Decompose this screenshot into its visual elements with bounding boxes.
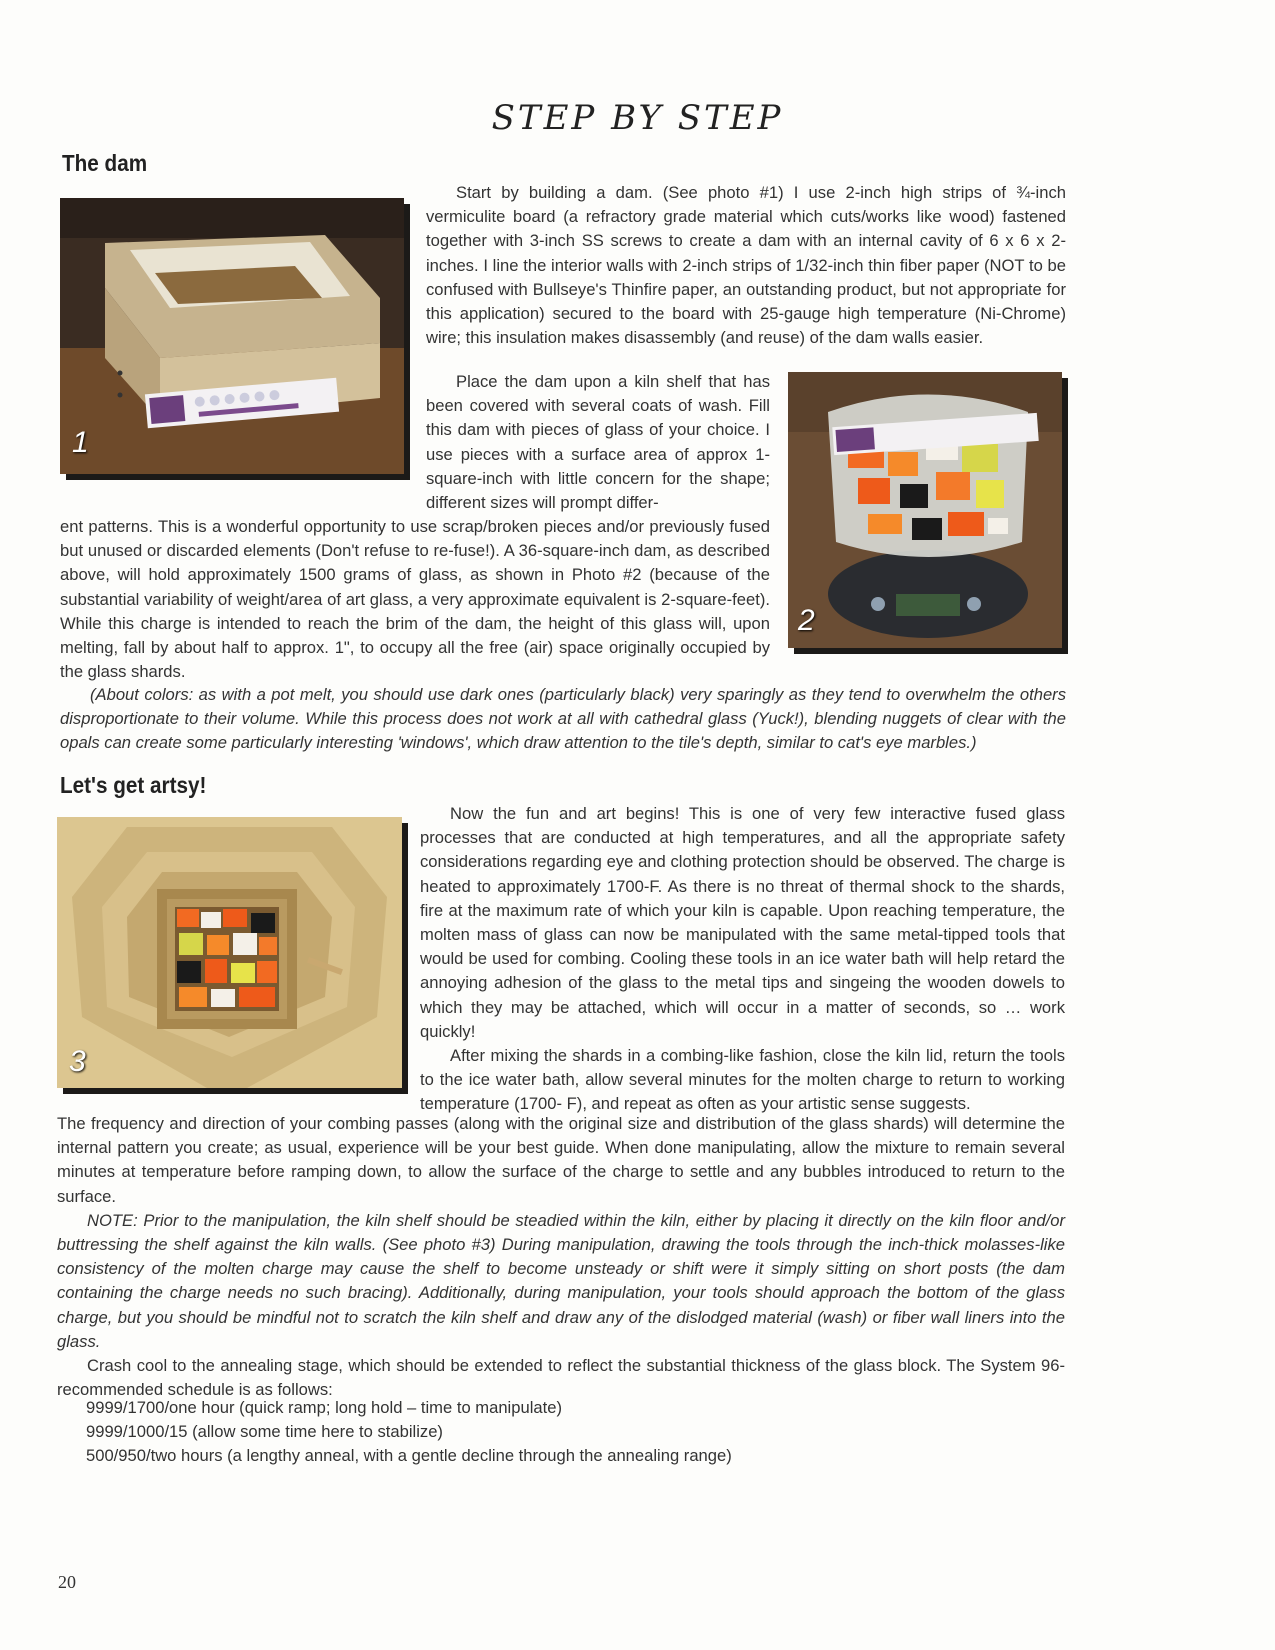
dam-paragraph-2a: Place the dam upon a kiln shelf that has been covered with several coats of wash. Fill this dam with pieces of glass of your choice. I use pieces with a surface area of approx 1-square-inch with little concern for the shape; different sizes will prompt differ- (426, 372, 770, 513)
photo-glass-on-scale-image (788, 372, 1062, 648)
photo-glass-on-scale-number: 2 (798, 604, 815, 637)
dam-paragraph-1: Start by building a dam. (See photo #1) I use 2-inch high strips of ¾-inch vermiculite board (a refractory grade material which cuts/works like wood) fastened together with 3-inch SS screws to create a dam with an internal cavity of 6 x 6 x 2-inches. I line the interior walls with 2-inch strips of 1/32-inch thin fiber paper (NOT to be confused with Bullseye's Thinfire paper, an outstanding product, but not appropriate for this application) secured to the board with 25-gauge high temperature (Ni-Chrome) wire; this insulation makes disassembly (and reuse) of the dam walls easier. (426, 183, 1066, 348)
photo-glass-on-scale (788, 372, 1062, 648)
artsy-text-beside-photo3 (420, 802, 1065, 1117)
schedule-line-1: 9999/1700/one hour (quick ramp; long hold – time to manipulate) (86, 1398, 562, 1417)
dam-colors-note (60, 683, 1066, 756)
section-heading-artsy: Let's get artsy! (60, 772, 207, 798)
artsy-crash-cool-paragraph: Crash cool to the annealing stage, which should be extended to reflect the substantial thickness of the glass block. The System 96-recommended schedule is as follows: (57, 1356, 1065, 1400)
artsy-text-full-width (57, 1112, 1065, 1402)
artsy-paragraph-2a: After mixing the shards in a combing-like fashion, close the kiln lid, return the tools to the ice water bath, allow several minutes for the molten charge to return to working temperature (1700- F), and repeat as often as your artistic sense suggests. (420, 1046, 1065, 1114)
section-heading-dam: The dam (62, 150, 148, 176)
photo-kiln-image (57, 817, 402, 1088)
photo-dam (60, 198, 404, 474)
dam-text-between-photos (426, 370, 770, 515)
colors-note-paragraph: (About colors: as with a pot melt, you should use dark ones (particularly black) very sparingly as they tend to overwhelm the others disproportionate to their volume. While this process does not work at all with cathedral glass (Yuck!), blending nuggets of clear with the opals can create some particularly interesting 'windows', which draw attention to the tile's depth, similar to cat's eye marbles.) (60, 685, 1066, 753)
dam-text-beside-photo2 (60, 515, 770, 684)
photo-kiln (57, 817, 402, 1088)
photo-dam-image (60, 198, 404, 474)
page-title: STEP BY STEP (491, 98, 784, 138)
artsy-paragraph-2b: The frequency and direction of your combing passes (along with the original size and distribution of the glass shards) will determine the internal pattern you create; as usual, experience will be your best guide. When done manipulating, allow the mixture to remain several minutes at temperature before ramping down, to allow the surface of the charge to settle and any bubbles introduced to return to the surface. (57, 1114, 1065, 1206)
schedule-line-3: 500/950/two hours (a lengthy anneal, with a gentle decline through the annealing range) (86, 1446, 732, 1465)
photo-dam-number: 1 (72, 426, 89, 459)
artsy-paragraph-1: Now the fun and art begins! This is one of very few interactive fused glass processes that are conducted at high temperatures, and all the appropriate safety considerations regarding eye and clothing protection should be observed. The charge is heated to approximately 1700-F. As there is no threat of thermal shock to the shards, fire at the maximum rate of which your kiln is capable. Upon reaching temperature, the molten mass of glass can now be manipulated with the same metal-tipped tools that would be used for combing. Cooling these tools in an ice water bath will help retard the annoying adhesion of the glass to the metal tips and singeing the wooden dowels to which they may be attached, which will occur in a matter of seconds, so … work quickly! (420, 804, 1065, 1041)
photo-kiln-number: 3 (69, 1045, 86, 1078)
artsy-note-paragraph: NOTE: Prior to the manipulation, the kiln shelf should be steadied within the kiln, either by placing it directly on the kiln floor and/or buttressing the shelf against the kiln walls. (See photo #3) During manipulation, drawing the tools through the inch-thick molasses-like consistency of the molten charge may cause the shelf to become unsteady or shift were it simply sitting on short posts (the dam containing the charge needs no such bracing). Additionally, during manipulation, your tools should approach the bottom of the glass charge, but you should be mindful not to scratch the kiln shelf and draw any of the dislodged material (wash) or fiber wall liners into the glass. (57, 1210, 1065, 1351)
dam-paragraph-2b: ent patterns. This is a wonderful opportunity to use scrap/broken pieces and/or previously fused but unused or discarded elements (Don't refuse to re-fuse!). A 36-square-inch dam, as described above, will hold approximately 1500 grams of glass, as shown in Photo #2 (because of the substantial variability of weight/area of art glass, a very approximate equivalent is 2-square-feet). While this charge is intended to reach the brim of the dam, the height of this glass will, upon melting, fall by about half to approx. 1", to occupy all the free (air) space originally occupied by the glass shards. (60, 517, 770, 682)
page-number: 20 (58, 1572, 76, 1592)
dam-text-beside-photo1 (426, 181, 1066, 350)
schedule-line-2: 9999/1000/15 (allow some time here to stabilize) (86, 1422, 443, 1441)
